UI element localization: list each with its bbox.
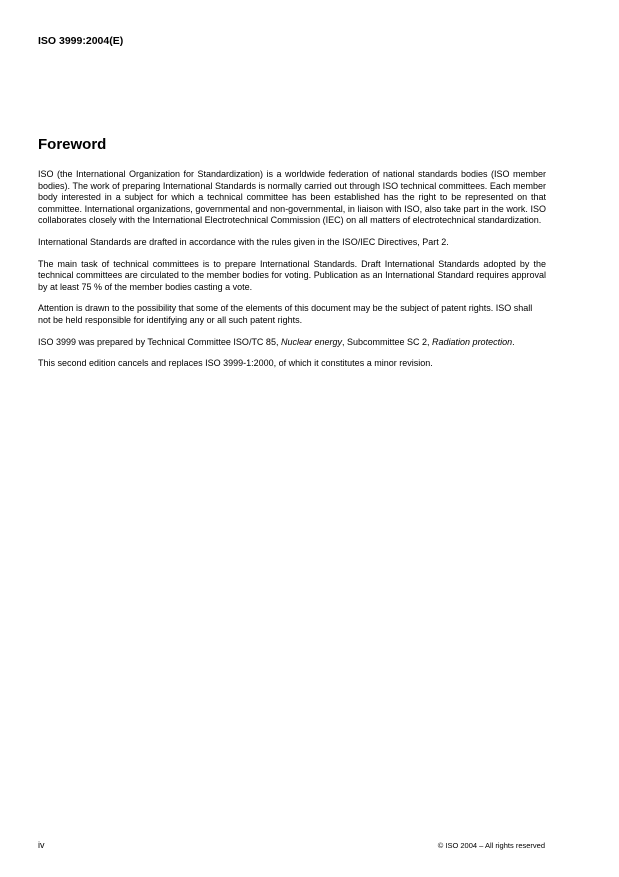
- committee-name: Nuclear energy: [280, 336, 342, 347]
- prepared-by-text-3: .: [512, 336, 515, 347]
- paragraph-iso-overview: ISO (the International Organization for Standardization) is a worldwide federation of national standards bodies (ISO member bodies). The work of preparing International Standards is normally carried out through ISO technical committees. Each member body interested in a subject for which a technical committee has been established has the right to be represented on that committee. International organizations, governmental and non-governmental, in liaison with ISO, also take part in the work. ISO collaborates closely with the International Electrotechnical Commission (IEC) on all matters of electrotechnical standardization.: [38, 169, 546, 226]
- prepared-by-text-2: , Subcommittee SC 2,: [341, 336, 433, 347]
- paragraph-patent-notice: Attention is drawn to the possibility that some of the elements of this document may be the subject of patent rights. ISO shall not be held responsible for identifying any or all such patent rights.: [38, 303, 533, 325]
- copyright-notice: © ISO 2004 – All rights reserved: [437, 841, 545, 850]
- subcommittee-name: Radiation protection: [432, 336, 513, 347]
- prepared-by-text-1: ISO 3999 was prepared by Technical Committee ISO/TC 85,: [38, 336, 281, 347]
- paragraph-prepared-by: [38, 337, 546, 349]
- section-title: Foreword: [38, 136, 107, 153]
- paragraph-committee-task: The main task of technical committees is to prepare International Standards. Draft International Standards adopted by the technical committees are circulated to the member bodies for voting. Publication as an International Standard requires approval by at least 75 % of the member bodies casting a vote.: [38, 258, 546, 292]
- document-header-id: ISO 3999:2004(E): [38, 35, 124, 47]
- page-number: iv: [38, 840, 45, 850]
- foreword-body: [38, 169, 546, 380]
- paragraph-directives: International Standards are drafted in accordance with the rules given in the ISO/IEC Directives, Part 2.: [38, 236, 449, 247]
- paragraph-edition-note: This second edition cancels and replaces ISO 3999-1:2000, of which it constitutes a minor revision.: [38, 358, 433, 369]
